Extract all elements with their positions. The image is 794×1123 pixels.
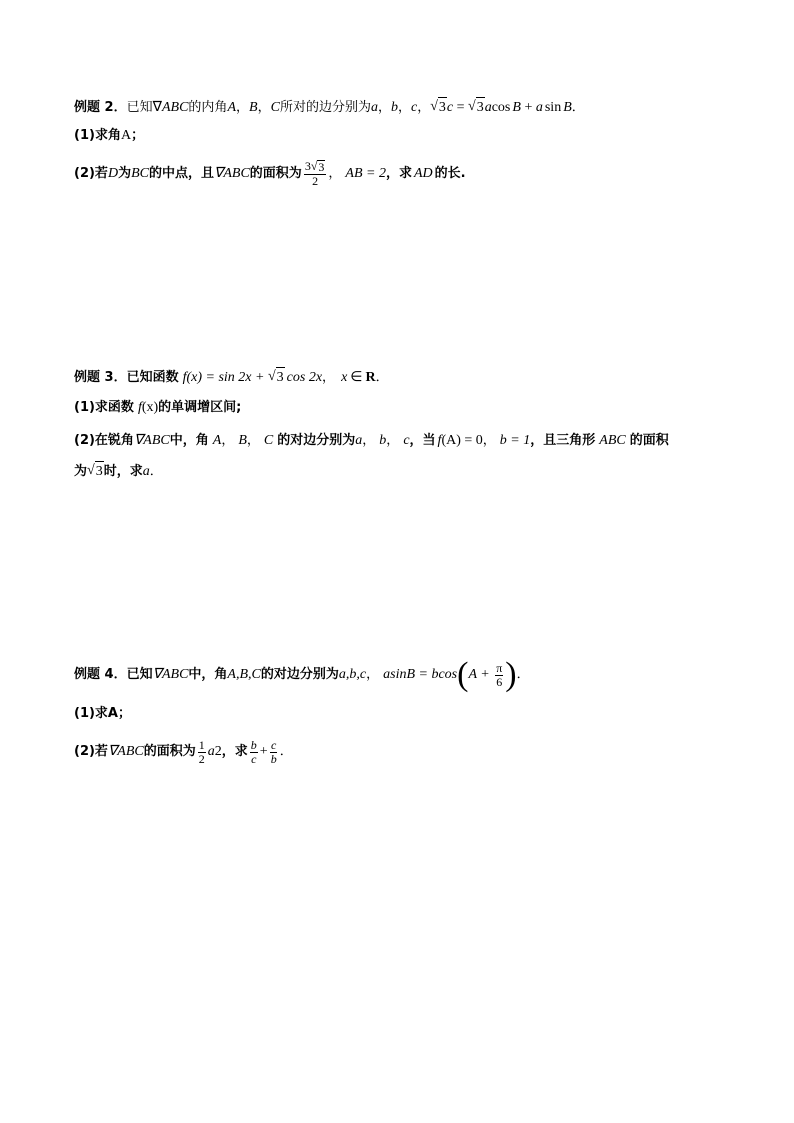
ex4-label: 例题 4．	[74, 667, 127, 682]
ex2-q1: (1) 求角 A ；	[74, 128, 145, 143]
ex4-q2: (2)若 ∇ABC 的面积为 $\frac{1}{2}$ a 2 ，求 $\frac{b}{c}$ + $\frac{c}{b}$ ．	[74, 737, 293, 766]
ex3-label: 例题 3．	[74, 369, 127, 385]
fraction-c-over-b: $\frac{c}{b}$	[270, 737, 277, 766]
fraction-3sqrt3-over-2: 3 √ 3 2	[304, 159, 325, 188]
ex2-label: 例题 2．	[74, 99, 127, 115]
fraction-b-over-c: $\frac{b}{c}$	[250, 737, 257, 766]
ex4-line1: 例题 4． 已知 ∇ABC 中，角 A,B,C 的对边分别为 a,b,c ， asinB = bcos ( A + $\frac{\pi}{6}$ ) ．	[74, 656, 530, 693]
ex2-line1: 例题 2． 已知 ∇ ABC 的内角 A ， B ， C 所对的边分别为 a ， b ， c ， √ 3 c = √ 3 a cos B + a sin B ．	[74, 97, 585, 118]
ex3-q2-line2: 为 √ 3 时，求 a ．	[74, 461, 163, 482]
ex3-q2: (2)在锐角 ∇ABC 中，角 A ， B ， C 的对边分别为 a ， b ， c ，当 f (A) = 0 ， b = 1 ，且三角形 ABC 的面积	[74, 433, 669, 448]
right-paren: )	[505, 656, 517, 693]
ex2-q2: (2)若 D 为 BC 的中点，且 ∇ABC 的面积为 3 √ 3 2 ， AB = 2 ，求 AD 的长.	[74, 159, 466, 188]
fraction-pi-over-6: $\frac{\pi}{6}$	[496, 660, 503, 689]
ex3-q1: (1)求函数 f (x) 的单调增区间;	[74, 400, 242, 415]
left-paren: (	[457, 656, 469, 693]
sqrt-3: √ 3	[430, 97, 447, 118]
fraction-one-half: $\frac{1}{2}$	[198, 737, 205, 766]
sqrt-3: √ 3	[87, 461, 104, 482]
ex4-q1: (1)求A；	[74, 706, 131, 721]
ex3-line1: 例题 3． 已知函数 f(x) = sin 2x + √ 3 cos 2x ， x ∈ R ．	[74, 367, 389, 388]
sqrt-3: √ 3	[468, 97, 485, 118]
sqrt-3: √ 3	[268, 367, 285, 388]
